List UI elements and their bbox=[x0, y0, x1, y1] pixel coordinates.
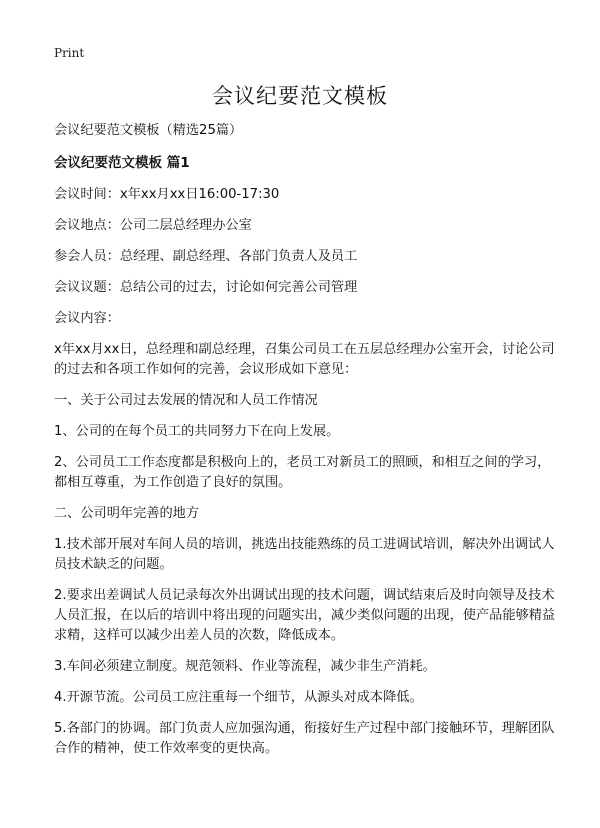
section-one-item-1: 1、公司的在每个员工的共同努力下在向上发展。 bbox=[54, 424, 340, 439]
meeting-topic: 会议议题：总结公司的过去，讨论如何完善公司管理 bbox=[54, 280, 358, 295]
document-subtitle: 会议纪要范文模板（精选25篇） bbox=[54, 123, 243, 138]
meeting-summary-paragraph: x年xx月xx日，总经理和副总经理，召集公司员工在五层总经理办公室开会，讨论公司的过去和各项工作如何的完善，会议形成如下意见： bbox=[54, 342, 555, 377]
section-two-item-5: 5.各部门的协调。部门负责人应加强沟通，衔接好生产过程中部门接触环节，理解团队合作的精神，使工作效率变的更快高。 bbox=[54, 721, 555, 756]
section-one-item-2: 2、公司员工工作态度都是积极向上的，老员工对新员工的照顾，和相互之间的学习，都相互尊重，为工作创造了良好的氛围。 bbox=[54, 455, 551, 490]
meeting-location: 会议地点：公司二层总经理办公室 bbox=[54, 218, 252, 233]
meeting-time: 会议时间：x年xx月xx日16:00-17:30 bbox=[54, 187, 280, 202]
print-label: Print bbox=[54, 46, 85, 60]
section-two-item-2: 2.要求出差调试人员记录每次外出调试出现的技术问题，调试结束后及时向领导及技术人员汇报，在以后的培训中将出现的问题实出，减少类似问题的出现，使产品能够精益求精，这样可以减少出差人员的次数，降低成本。 bbox=[54, 588, 556, 643]
meeting-content-label: 会议内容： bbox=[54, 311, 120, 326]
section-heading: 会议纪要范文模板 篇1 bbox=[54, 155, 190, 171]
section-two-item-3: 3.车间必须建立制度。规范领料、作业等流程，减少非生产消耗。 bbox=[54, 659, 436, 674]
document-body bbox=[54, 121, 560, 770]
meeting-attendees: 参会人员：总经理、副总经理、各部门负责人及员工 bbox=[54, 249, 358, 264]
section-two-heading: 二、公司明年完善的地方 bbox=[54, 506, 200, 521]
section-one-heading: 一、关于公司过去发展的情况和人员工作情况 bbox=[54, 393, 318, 408]
section-two-item-1: 1.技术部开展对车间人员的培训，挑选出技能熟练的员工进调试培训，解决外出调试人员技术缺乏的问题。 bbox=[54, 537, 555, 572]
document-title: 会议纪要范文模板 bbox=[212, 84, 388, 108]
section-two-item-4: 4.开源节流。公司员工应注重每一个细节，从源头对成本降低。 bbox=[54, 690, 423, 705]
